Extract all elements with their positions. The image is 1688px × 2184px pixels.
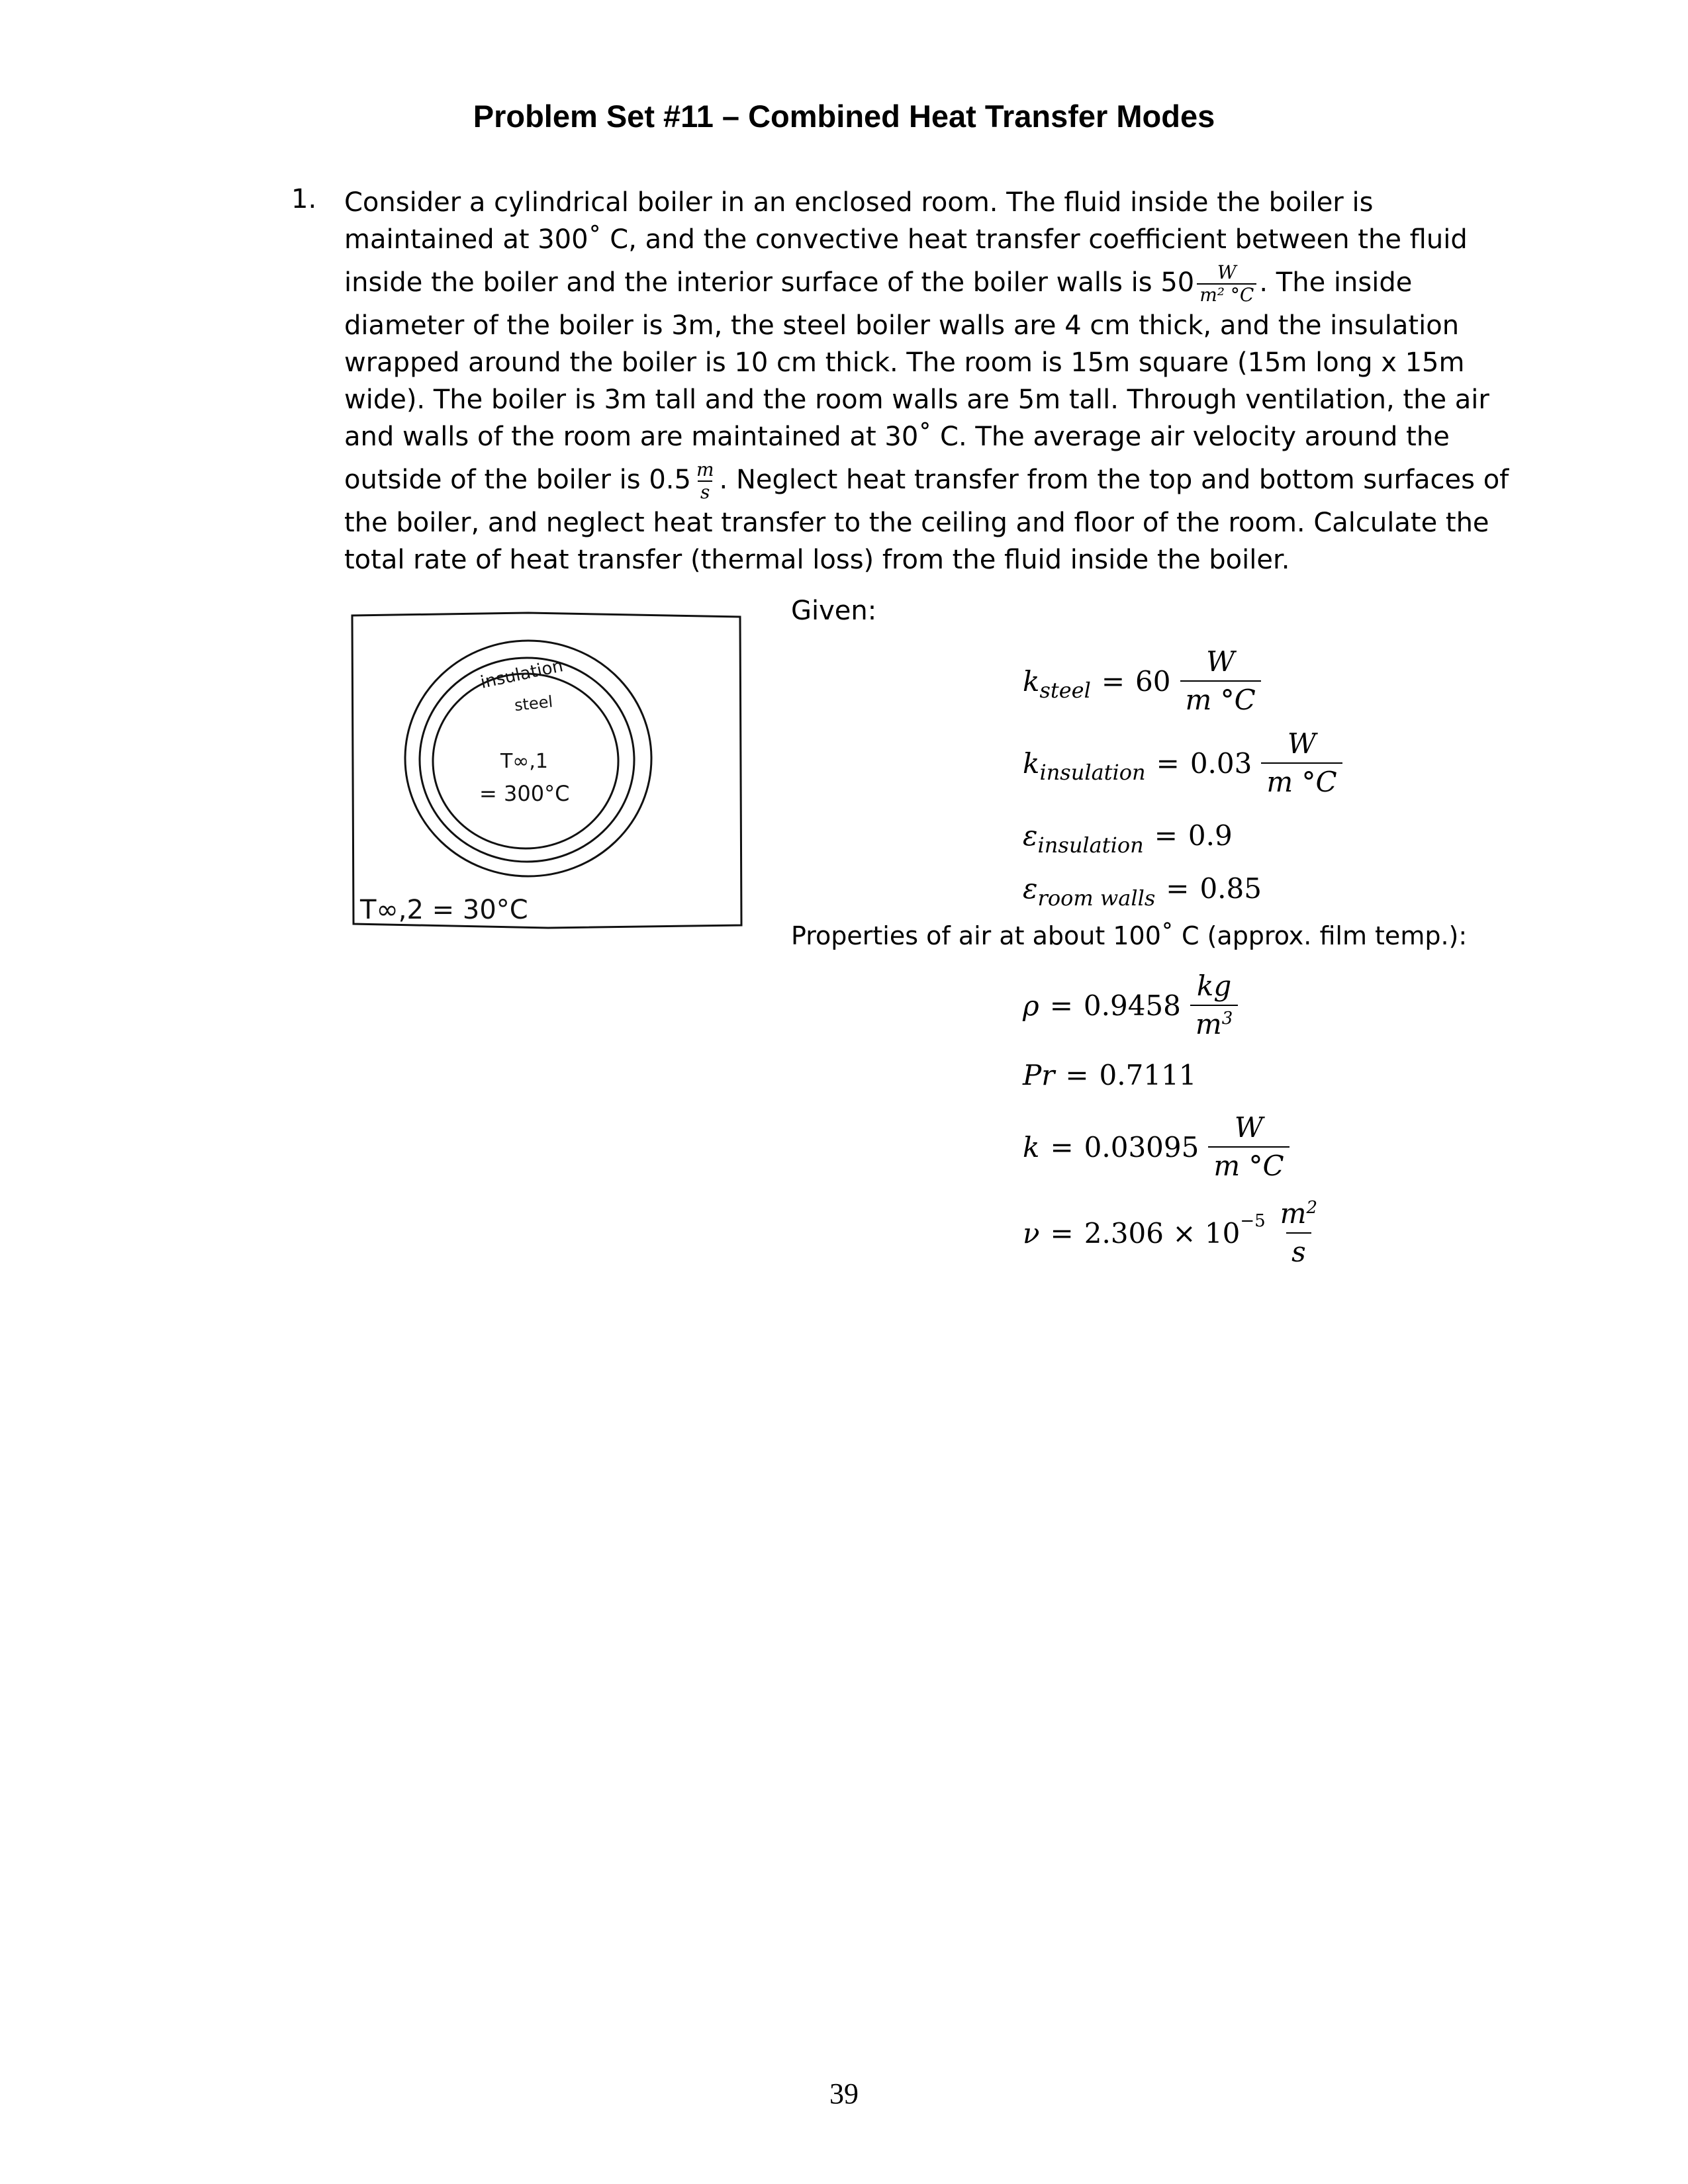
problem-line-3-text-b: . The inside [1259,267,1413,298]
inner-temp-label: T∞,1 [500,750,548,773]
k-insulation-symbol: k [1023,747,1040,780]
problem-line-8 [344,455,1509,504]
problem-line-6: wide). The boiler is 3m tall and the room walls are 5m tall. Through ventilation, the air [344,385,1489,415]
emissivity-insulation-equals: = [1154,819,1178,852]
k-insulation-unit-den: m °C [1261,762,1342,798]
emissivity-room-walls-equation [1023,872,1262,911]
density-unit [1190,970,1238,1041]
kinematic-viscosity-value: 2.306 × 10 [1084,1216,1241,1250]
kinematic-viscosity-exponent: −5 [1240,1211,1266,1232]
emissivity-insulation-subscript: insulation [1037,832,1144,858]
k-steel-unit-den: m °C [1180,680,1261,716]
k-insulation-unit [1261,728,1342,799]
emissivity-room-walls-equals: = [1166,872,1190,905]
kinematic-viscosity-equals: = [1050,1216,1074,1250]
air-conductivity-unit [1208,1112,1289,1183]
k-steel-value: 60 [1135,664,1171,698]
air-conductivity-unit-den: m °C [1208,1146,1289,1182]
emissivity-room-walls-value: 0.85 [1199,872,1262,905]
room-temp-label: T∞,2 = 30°C [360,895,528,925]
kinematic-viscosity-unit-den: s [1286,1232,1311,1268]
problem-line-2: maintained at 300˚ C, and the convective heat transfer coefficient between the fluid [344,224,1468,255]
problem-line-8-text-b: . Neglect heat transfer from the top and bottom surfaces of [719,465,1509,495]
h-unit-fraction [1197,263,1256,304]
problem-statement [344,184,1509,578]
k-steel-equation [1023,646,1261,717]
kinematic-viscosity-unit-num-base: m [1280,1197,1307,1230]
problem-line-4: diameter of the boiler is 3m, the steel boiler walls are 4 cm thick, and the insulation [344,310,1460,341]
k-insulation-equals: = [1156,747,1180,780]
k-insulation-unit-num: W [1287,727,1317,760]
emissivity-room-walls-subscript: room walls [1037,885,1156,911]
page-title: Problem Set #11 – Combined Heat Transfer Modes [473,99,1215,134]
density-unit-den-exp: 3 [1221,1009,1233,1029]
k-steel-unit-num: W [1206,645,1235,678]
kinematic-viscosity-unit [1275,1198,1323,1269]
density-symbol: ρ [1023,989,1039,1022]
k-steel-symbol: k [1023,664,1040,698]
density-equation [1023,970,1238,1041]
problem-line-7: and walls of the room are maintained at 30˚ C. The average air velocity around the [344,422,1450,452]
air-conductivity-symbol: k [1023,1130,1040,1163]
k-steel-unit [1180,646,1261,717]
h-unit-denominator: m² °C [1197,283,1256,304]
k-insulation-subscript: insulation [1039,760,1146,786]
k-steel-equals: = [1101,664,1125,698]
prandtl-symbol: Pr [1023,1059,1055,1091]
page-number: 39 [829,2077,859,2110]
steel-label: steel [513,692,554,715]
problem-line-3 [344,258,1483,307]
kinematic-viscosity-unit-num-exp: 2 [1306,1198,1318,1218]
velocity-unit-numerator: m [696,459,714,480]
air-conductivity-equals: = [1050,1130,1074,1163]
velocity-unit-denominator: s [698,480,712,502]
given-label: Given: [791,596,877,626]
inner-temp-value: = 300°C [479,781,570,806]
problem-number: 1. [291,184,317,214]
problem-line-8-text-a: outside of the boiler is 0.5 [344,465,691,495]
problem-line-10: total rate of heat transfer (thermal loss) from the fluid inside the boiler. [344,545,1290,575]
k-insulation-value: 0.03 [1190,747,1252,780]
problem-line-3-text-a: inside the boiler and the interior surface of the boiler walls is 50 [344,267,1195,298]
prandtl-equation [1023,1059,1197,1091]
prandtl-equals: = [1065,1059,1089,1091]
kinematic-viscosity-symbol: ν [1023,1216,1040,1250]
problem-line-1: Consider a cylindrical boiler in an enclosed room. The fluid inside the boiler is [344,187,1374,218]
density-equals: = [1049,989,1073,1022]
density-value: 0.9458 [1083,989,1181,1022]
air-conductivity-equation [1023,1112,1289,1183]
air-properties-label: Properties of air at about 100˚ C (approx. film temp.): [791,921,1468,950]
air-conductivity-value: 0.03095 [1084,1130,1199,1163]
boiler-sketch [350,608,747,938]
kinematic-viscosity-unit-num [1275,1198,1323,1232]
k-steel-subscript: steel [1039,678,1091,704]
k-insulation-equation [1023,728,1342,799]
insulation-label: insulation [479,656,565,693]
emissivity-insulation-value: 0.9 [1188,819,1233,852]
velocity-unit-fraction [694,461,717,502]
density-unit-den-base: m [1195,1008,1222,1041]
density-unit-den [1190,1005,1238,1040]
density-unit-num: kg [1196,970,1232,1002]
problem-line-9: the boiler, and neglect heat transfer to the ceiling and floor of the room. Calculate the [344,508,1489,538]
emissivity-insulation-equation [1023,819,1233,858]
kinematic-viscosity-equation [1023,1198,1323,1269]
emissivity-room-walls-symbol: ε [1023,872,1038,905]
air-conductivity-unit-num: W [1234,1111,1264,1144]
emissivity-insulation-symbol: ε [1023,819,1038,852]
h-unit-numerator: W [1217,261,1237,283]
problem-line-5: wrapped around the boiler is 10 cm thick. The room is 15m square (15m long x 15m [344,347,1465,378]
prandtl-value: 0.7111 [1099,1059,1197,1091]
